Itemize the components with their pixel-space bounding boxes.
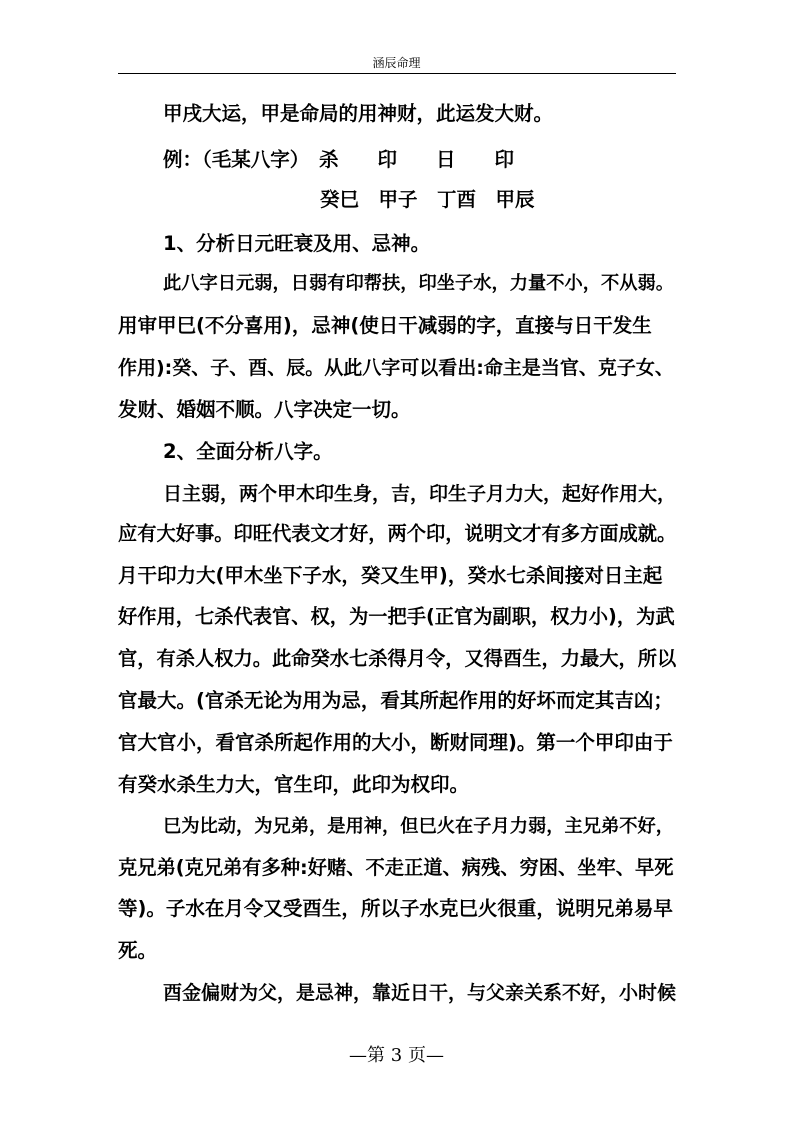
page-header-title: 涵辰命理: [372, 56, 421, 70]
text-line: 克兄弟(克兄弟有多种:好赌、不走正道、病残、穷困、坐牢、早死: [118, 856, 674, 879]
text-line: 官最大。(官杀无论为用为忌，看其所起作用的好坏而定其吉凶；: [118, 689, 673, 712]
text-line: 此八字日元弱，日弱有印帮扶，印坐子水，力量不小，不从弱。: [163, 273, 674, 294]
text-line: 作用):癸、子、酉、辰。从此八字可以看出:命主是当官、克子女、: [118, 357, 674, 379]
text-line: 官，有杀人权力。此命癸水七杀得月令，又得酉生，力最大，所以: [118, 647, 677, 670]
text-line: 等)。子水在月令又受酉生，所以子水克巳火很重，说明兄弟易早: [118, 897, 673, 920]
section-heading: 1、分析日元旺衰及用、忌神。: [163, 232, 431, 255]
section-heading: 2、全面分析八字。: [163, 440, 333, 463]
text-line: 癸巳 甲子 丁酉 甲辰: [320, 188, 535, 211]
text-line: 官大官小，看官杀所起作用的大小，断财同理)。第一个甲印由于: [118, 731, 673, 754]
text-line: 日主弱，两个甲木印生身，吉，印生子月力大，起好作用大，: [163, 483, 677, 505]
text-line: 发财、婚姻不顺。八字决定一切。: [118, 398, 411, 421]
text-line: 巳为比动，为兄弟，是用神，但巳火在子月力弱，主兄弟不好，: [163, 816, 674, 837]
text-line: 甲戌大运，甲是命局的用神财，此运发大财。: [163, 102, 554, 125]
text-line: 好作用，七杀代表官、权，为一把手(正官为副职，权力小)，为武: [118, 605, 675, 628]
text-line: 死。: [118, 939, 158, 962]
header-divider: [118, 73, 676, 74]
text-line: 应有大好事。印旺代表文才好，两个印，说明文才有多方面成就。: [118, 522, 677, 545]
text-line: 酉金偏财为父，是忌神，靠近日干，与父亲关系不好，小时候: [163, 982, 677, 1004]
text-line: 月干印力大(甲木坐下子水，癸又生甲)，癸水七杀间接对日主起: [118, 564, 663, 587]
text-line: 例：（毛某八字） 杀 印 日 印: [163, 148, 515, 171]
text-line: 用审甲巳(不分喜用)，忌神(使日干减弱的字，直接与日干发生: [118, 314, 652, 337]
text-line: 有癸水杀生力大，官生印，此印为权印。: [118, 773, 470, 796]
page-number: —第 3 页—: [349, 1045, 444, 1066]
